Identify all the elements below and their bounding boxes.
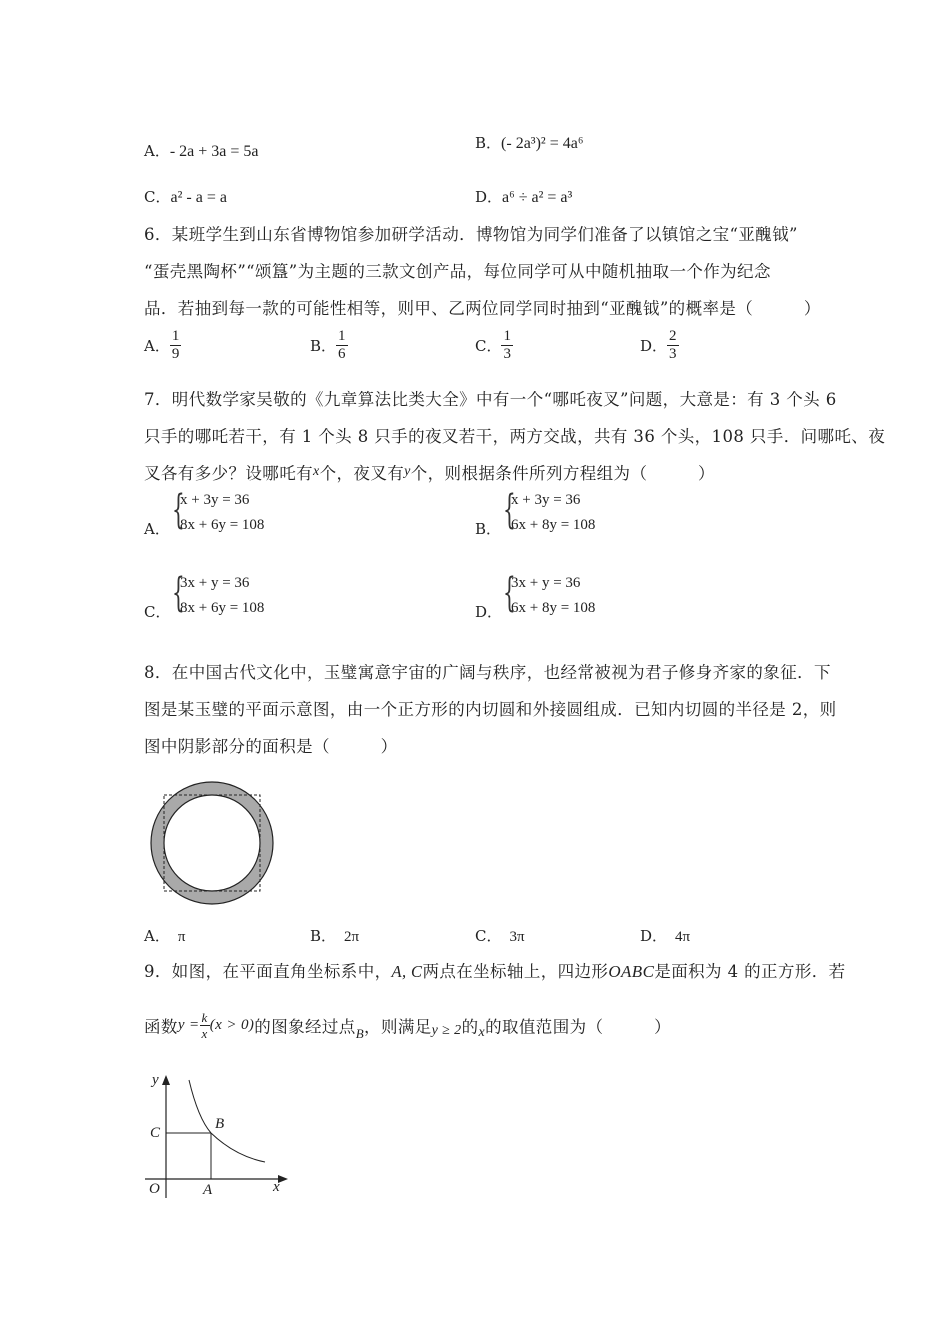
q7-option-a-eq2: 8x + 6y = 108 — [180, 517, 265, 533]
q5-option-d — [475, 186, 572, 207]
q5-option-a-label: A． — [144, 142, 170, 160]
q8-option-d — [640, 925, 690, 946]
q7-option-a-system: { x + 3y = 36 8x + 6y = 108 — [172, 487, 265, 533]
q9-line-2c: ，则满足 — [364, 1017, 432, 1037]
q7-line-2: 只手的哪吒若干，有 1 个头 8 只手的夜叉若干，两方交战，共有 36 个头，108 只手．问哪吒、夜 — [144, 427, 886, 446]
figure-label-y: y — [152, 1072, 159, 1088]
q8-option-b-value: 2π — [344, 929, 360, 945]
q6-option-a — [144, 328, 181, 363]
q5-option-a-expr: - 2a + 3a = 5a — [169, 143, 259, 160]
q8-option-c-label: C． — [475, 927, 502, 945]
q9-line-2b: 的图象经过点 — [254, 1017, 356, 1037]
q8-option-a — [144, 925, 185, 946]
q6-option-a-den: 9 — [171, 346, 180, 362]
q7-option-c-label: C． — [144, 603, 171, 621]
q6-line-1: 6．某班学生到山东省博物馆参加研学活动．博物馆为同学们准备了以镇馆之宝“亚醜钺” — [144, 225, 798, 244]
inner-circle — [164, 795, 260, 891]
q7-option-c-eq2: 8x + 6y = 108 — [180, 600, 265, 616]
q9-coordinate-figure — [140, 1068, 300, 1208]
q5-option-c — [144, 186, 227, 207]
q7-option-b-system: { x + 3y = 36 6x + 8y = 108 — [503, 487, 596, 533]
q7-var-x: x — [313, 464, 320, 479]
q8-option-a-value: π — [177, 929, 186, 945]
q8-line-2: 图是某玉璧的平面示意图，由一个正方形的内切圆和外接圆组成．已知内切圆的半径是 2，则 — [144, 700, 837, 719]
q9-line-1a: 9．如图，在平面直角坐标系中， — [144, 962, 392, 981]
q8-option-d-value: 4π — [675, 929, 691, 945]
q6-line-2: “蛋壳黑陶杯”“颂簋”为主题的三款文创产品，每位同学可从中随机抽取一个作为纪念 — [144, 262, 771, 281]
q6-option-d-label: D． — [640, 337, 668, 355]
q8-option-b-label: B． — [310, 927, 337, 945]
q9-func-num: k — [201, 1010, 208, 1025]
q9-line-2d: 的 — [461, 1017, 479, 1037]
q5-option-b — [475, 132, 583, 153]
q7-option-d-eq2: 6x + 8y = 108 — [511, 600, 596, 616]
q7-option-d-system: { 3x + y = 36 6x + 8y = 108 — [503, 570, 596, 616]
q7-line-3 — [144, 460, 715, 484]
q9-func-den: x — [201, 1026, 208, 1041]
q5-option-b-expr: (- 2a³)² = 4a⁶ — [501, 135, 584, 152]
q8-option-c — [475, 925, 525, 946]
q7-line-3a: 叉各有多少？设哪吒有 — [144, 464, 313, 483]
q7-option-b-eq2: 6x + 8y = 108 — [511, 517, 596, 533]
q6-line-3: 品．若抽到每一款的可能性相等，则甲、乙两位同学同时抽到“亚醜钺”的概率是（ ） — [144, 299, 821, 318]
figure-label-b: B — [215, 1116, 225, 1132]
q8-option-c-value: 3π — [509, 929, 525, 945]
q9-func-y: y = — [177, 1017, 200, 1033]
q9-line-2a: 函数 — [144, 1017, 178, 1037]
q7-option-b-label: B． — [475, 520, 502, 538]
q9-line-1c: 两点在坐标轴上，四边形 — [422, 962, 609, 981]
q9-line-2e: 的取值范围为（ ） — [485, 1017, 671, 1037]
q7-line-1: 7．明代数学家吴敬的《九章算法比类大全》中有一个“哪吒夜叉”问题，大意是：有 3 个头 6 — [144, 390, 837, 409]
q6-option-b-label: B． — [310, 337, 337, 355]
q9-quad-oabc: OABC — [608, 962, 655, 981]
q6-option-b-num: 1 — [338, 328, 346, 344]
figure-label-a: A — [203, 1182, 213, 1198]
q8-line-1: 8．在中国古代文化中，玉璧寓意宇宙的广阔与秩序，也经常被视为君子修身齐家的象征．下 — [144, 663, 831, 682]
q8-option-b — [310, 925, 359, 946]
q9-points-ac: A, C — [391, 962, 423, 981]
q9-line-1 — [144, 958, 846, 982]
q9-ineq: y ≥ 2 — [431, 1023, 462, 1038]
q7-var-y: y — [404, 464, 411, 479]
q5-option-a — [144, 140, 259, 161]
y-axis-arrow — [162, 1075, 170, 1085]
q8-option-a-label: A． — [144, 927, 170, 945]
q7-line-3c: 个，则根据条件所列方程组为（ ） — [410, 464, 715, 483]
q6-option-d-den: 3 — [669, 346, 677, 362]
q7-line-3b: 个，夜叉有 — [319, 464, 405, 483]
q9-line-1e: 是面积为 4 的正方形．若 — [654, 962, 846, 981]
q9-var-x: x — [478, 1025, 486, 1040]
q6-option-a-label: A． — [144, 337, 170, 355]
q7-option-a-label: A． — [144, 520, 170, 538]
q9-line-2 — [144, 1010, 671, 1050]
q6-option-d-num: 2 — [669, 328, 677, 344]
q6-option-b — [310, 328, 348, 363]
q9-point-b: B — [355, 1026, 365, 1041]
q7-option-d-eq1: 3x + y = 36 — [511, 575, 581, 591]
q5-option-b-label: B． — [475, 134, 502, 152]
figure-label-c: C — [150, 1125, 161, 1141]
q8-option-d-label: D． — [640, 927, 668, 945]
q5-option-d-expr: a⁶ ÷ a² = a³ — [502, 189, 573, 206]
q6-option-c — [475, 328, 513, 363]
q6-option-c-num: 1 — [503, 328, 511, 344]
q7-option-d-label: D． — [475, 603, 503, 621]
q6-option-b-den: 6 — [338, 346, 346, 362]
q7-option-a-eq1: x + 3y = 36 — [180, 492, 250, 508]
q8-line-3: 图中阴影部分的面积是（ ） — [144, 737, 398, 756]
q7-option-c-eq1: 3x + y = 36 — [180, 575, 250, 591]
hyperbola-curve — [189, 1080, 265, 1162]
figure-label-x: x — [273, 1179, 280, 1195]
q6-option-c-label: C． — [475, 337, 502, 355]
q5-option-c-expr: a² - a = a — [170, 189, 227, 206]
q9-func-cond: (x > 0) — [209, 1017, 255, 1033]
figure-label-o: O — [149, 1181, 160, 1197]
q7-option-c-system: { 3x + y = 36 8x + 6y = 108 — [172, 570, 265, 616]
q6-option-c-den: 3 — [503, 346, 511, 362]
q6-option-d — [640, 328, 679, 363]
q5-option-c-label: C． — [144, 188, 171, 206]
jade-disc-figure — [138, 778, 286, 908]
q5-option-d-label: D． — [475, 188, 503, 206]
q7-option-b-eq1: x + 3y = 36 — [511, 492, 581, 508]
q6-option-a-num: 1 — [171, 328, 180, 344]
